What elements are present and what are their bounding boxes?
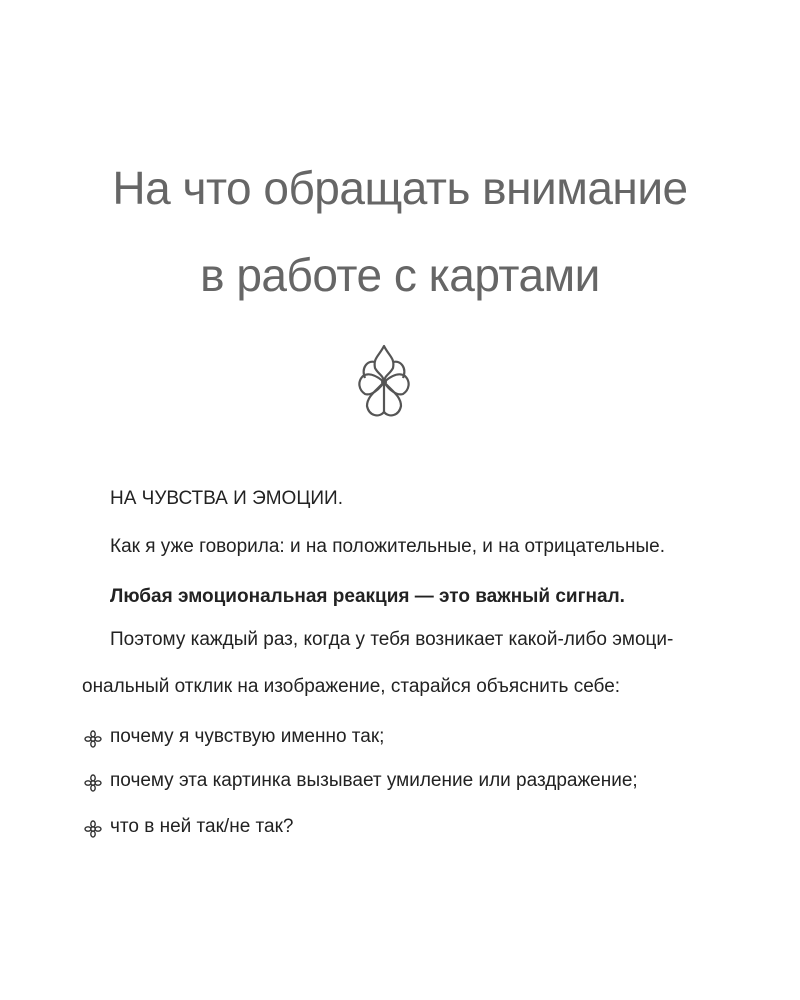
flower-bullet-icon	[84, 774, 102, 792]
flower-bullet-icon	[84, 820, 102, 838]
list-item: что в ней так/не так?	[110, 816, 294, 837]
section-subheading: НА ЧУВСТВА И ЭМОЦИИ.	[110, 488, 343, 509]
paragraph-bold: Любая эмоциональная реакция — это важный сигнал.	[110, 586, 625, 607]
list-item: почему я чувствую именно так;	[110, 726, 385, 747]
paragraph-3-line-1: Поэтому каждый раз, когда у тебя возникает какой-либо эмоци-	[110, 629, 674, 650]
flower-icon	[353, 338, 415, 426]
list-item: почему эта картинка вызывает умиление или раздражение;	[110, 770, 638, 791]
paragraph-1: Как я уже говорила: и на положительные, и на отрицательные.	[110, 536, 666, 557]
page-title-line-2: в работе с картами	[200, 249, 600, 301]
flower-bullet-icon	[84, 730, 102, 748]
paragraph-3-line-2: ональный отклик на изображение, старайся объяснить себе:	[82, 676, 621, 697]
page-title-line-1: На что обращать внимание	[112, 162, 688, 214]
